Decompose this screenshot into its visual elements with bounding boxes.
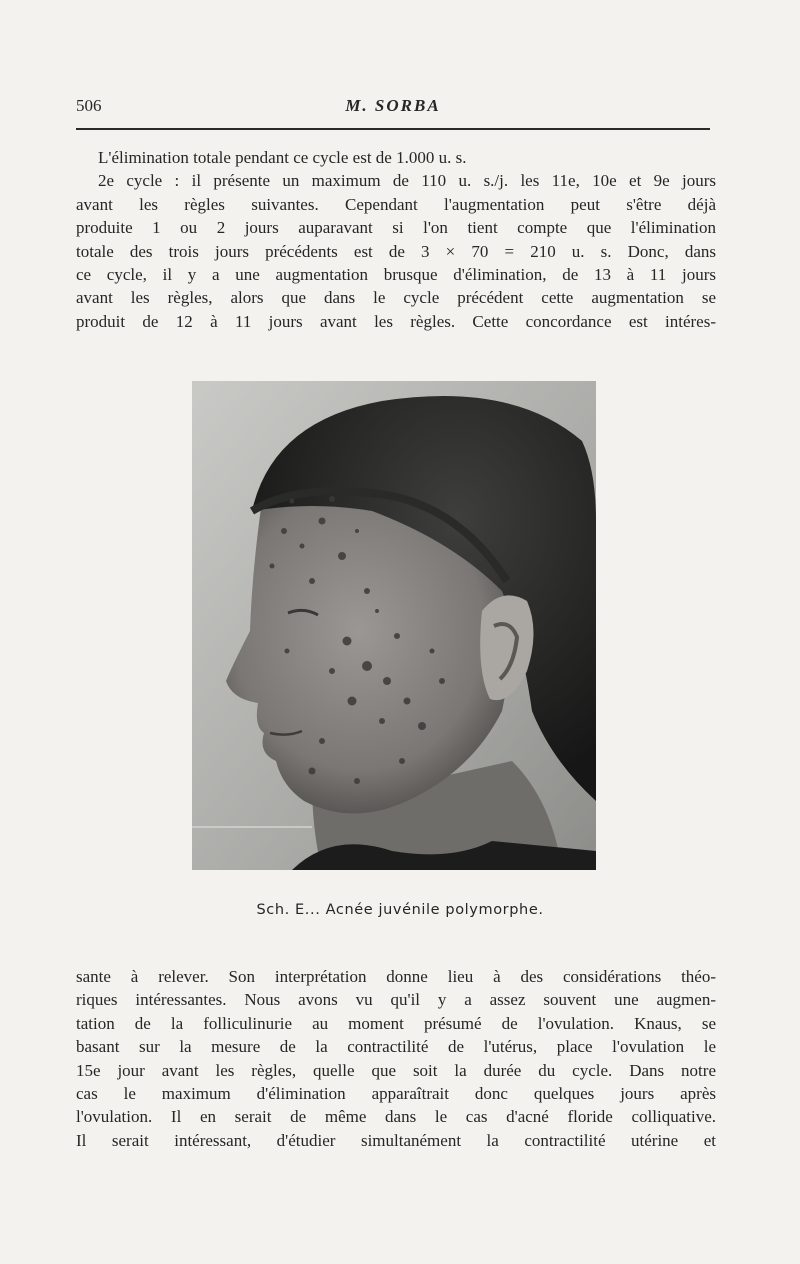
text-line: tation de la folliculinurie au moment présumé de l'ovulation. Knaus, se (76, 1013, 716, 1033)
text-line: Il serait intéressant, d'étudier simultanément la contractilité utérine et (76, 1130, 716, 1150)
figure-caption: Sch. E... Acnée juvénile polymorphe. (256, 902, 544, 918)
text-line: 2e cycle : il présente un maximum de 110 u. s./j. les 11e, 10e et 9e jours (98, 171, 716, 191)
header-rule (76, 128, 710, 130)
text-line: l'ovulation. Il en serait de même dans le cas d'acné floride colliquative. (76, 1107, 716, 1127)
top-paragraph (76, 146, 716, 333)
text-line: cas le maximum d'élimination apparaîtrait donc quelques jours après (76, 1084, 716, 1104)
bottom-paragraph (76, 965, 716, 1152)
text-line: sante à relever. Son interprétation donne lieu à des considérations théo- (76, 967, 716, 986)
running-head: M. SORBA (345, 96, 441, 115)
text-line: riques intéressantes. Nous avons vu qu'il y a assez souvent une augmen- (76, 990, 716, 1010)
text-line: basant sur la mesure de la contractilité de l'utérus, place l'ovulation le (76, 1037, 716, 1057)
text-line: produit de 12 à 11 jours avant les règles. Cette concordance est intéres- (76, 311, 716, 331)
text-line: avant les règles, alors que dans le cycle précédent cette augmentation se (76, 288, 716, 308)
page-number: 506 (76, 96, 102, 115)
text-line: L'élimination totale pendant ce cycle est de 1.000 u. s. (98, 148, 467, 167)
text-line: produite 1 ou 2 jours auparavant si l'on tient compte que l'élimination (76, 218, 716, 238)
text-line: 15e jour avant les règles, quelle que soit la durée du cycle. Dans notre (76, 1060, 716, 1080)
text-line: totale des trois jours précédents est de 3 × 70 = 210 u. s. Donc, dans (76, 241, 716, 261)
text-line: avant les règles suivantes. Cependant l'augmentation peut s'être déjà (76, 194, 716, 214)
text-line: ce cycle, il y a une augmentation brusque d'élimination, de 13 à 11 jours (76, 265, 716, 285)
page-header (76, 96, 710, 120)
patient-photograph (192, 381, 596, 870)
